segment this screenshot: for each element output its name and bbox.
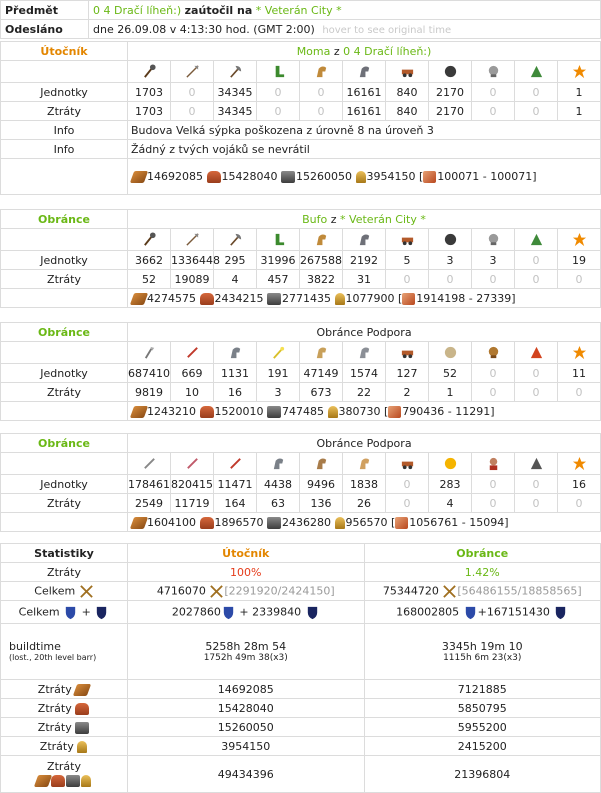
defender2-title: Obránce Podpora: [128, 323, 601, 342]
equites-imperatoris-icon[interactable]: [314, 456, 329, 471]
settler-icon[interactable]: [529, 232, 544, 247]
stats-crop-row: Ztráty 3954150 2415200: [1, 737, 601, 756]
defender3-units-row: Jednotky 178461 820415 11471 4438 9496 1838 0 283 0 0 16: [1, 475, 601, 494]
loss-count: 0: [472, 102, 515, 121]
stats-buildtime-row: buildtime (lost., 20th level barr) 5258h 28m 54 1752h 49m 38(x3) 3345h 19m 10 1115h 6m 23(x3): [1, 624, 601, 680]
bounty-icon: [395, 517, 408, 529]
ram-icon[interactable]: [400, 232, 415, 247]
knight-horse-icon[interactable]: [357, 345, 372, 360]
sent-label: Odesláno: [1, 20, 89, 39]
paladin-icon[interactable]: [314, 64, 329, 79]
bounty-icon: [388, 406, 401, 418]
crop-icon: [328, 406, 338, 418]
loss-count: 840: [386, 102, 429, 121]
defender1-role: Obránce: [1, 210, 128, 229]
paladin-icon[interactable]: [314, 232, 329, 247]
unit-count: 1703: [128, 83, 171, 102]
clay-icon: [75, 703, 89, 715]
loss-count: 2170: [429, 102, 472, 121]
clay-icon: [200, 406, 214, 418]
clay-icon: [200, 517, 214, 529]
sent-value: [89, 20, 601, 39]
from-word: z: [333, 44, 340, 58]
unit-count: 0: [472, 83, 515, 102]
ram-icon[interactable]: [400, 345, 415, 360]
iron-icon: [267, 517, 281, 529]
loss-count: 1: [558, 102, 601, 121]
praetorian-sword-icon[interactable]: [185, 456, 200, 471]
unit-count: 0: [515, 83, 558, 102]
loss-count: 34345: [214, 102, 257, 121]
info-building-damage: Budova Velká sýpka poškozena z úrovně 8 na úroveň 3: [128, 121, 601, 140]
blue-shield-icon: [63, 605, 78, 620]
teutonic-knight-icon[interactable]: [357, 232, 372, 247]
loss-count: 0: [300, 102, 343, 121]
defender-loss-pct: 1.42%: [364, 563, 601, 582]
fire-catapult-icon[interactable]: [443, 456, 458, 471]
defender1-player-link[interactable]: Bufo: [302, 212, 328, 226]
dark-shield-icon: [553, 605, 568, 620]
crop-icon: [81, 775, 91, 787]
iron-icon: [267, 406, 281, 418]
defender2-table: [0, 322, 601, 421]
defender3-losses-row: Ztráty 2549 11719 164 63 136 26 0 4 0 0 0: [1, 494, 601, 513]
crop-icon: [335, 517, 345, 529]
blue-shield-icon: [221, 605, 236, 620]
defender-village-link[interactable]: * Veterán City *: [255, 3, 342, 17]
crop-icon: [335, 293, 345, 305]
crossed-swords-icon: [209, 584, 224, 599]
attacker-losses-row: Ztráty 1703 0 34345 0 0 16161 840 2170 0 0 1: [1, 102, 601, 121]
defender1-table: [0, 209, 601, 308]
defender2-losses-row: Ztráty 9819 10 16 3 673 22 2 1 0 0 0: [1, 383, 601, 402]
iron-icon: [66, 775, 80, 787]
settler-icon[interactable]: [529, 64, 544, 79]
wood-icon: [130, 517, 148, 529]
info-no-return: Žádný z tvých vojáků se nevrátil: [128, 140, 601, 159]
blue-shield-icon: [463, 605, 478, 620]
rider-icon[interactable]: [314, 345, 329, 360]
defender2-resources: 1243210 1520010 747485 380730 [ 790436 - 11291]: [128, 402, 601, 421]
attacker-info-row-1: Info Budova Velká sýpka poškozena z úrovně 8 na úroveň 3: [1, 121, 601, 140]
chief-icon[interactable]: [486, 64, 501, 79]
attacker-units-row: Jednotky 1703 0 34345 0 0 16161 840 2170 0 0 1: [1, 83, 601, 102]
unit-icons-row: [1, 342, 601, 364]
chief-icon[interactable]: [486, 345, 501, 360]
chief-icon[interactable]: [486, 232, 501, 247]
attacker-village-link2[interactable]: 0 4 Dračí líheň:): [343, 44, 432, 58]
unit-count: 16161: [343, 83, 386, 102]
defender3-table: [0, 433, 601, 532]
crop-icon: [77, 741, 87, 753]
stats-col-attacker: Útočník: [128, 544, 365, 563]
defender1-units-row: Jednotky 3662 1336448 295 31996 267588 2192 5 3 3 0 19: [1, 251, 601, 270]
wand-icon[interactable]: [271, 345, 286, 360]
unit-count: 34345: [214, 83, 257, 102]
clay-icon: [207, 171, 221, 183]
bounty-icon: [402, 293, 415, 305]
bounty-icon: [423, 171, 436, 183]
stats-col-defender: Obránce: [364, 544, 601, 563]
unit-count: 840: [386, 83, 429, 102]
catapult-icon[interactable]: [443, 345, 458, 360]
attacker-info-row-2: Info Žádný z tvých vojáků se nevrátil: [1, 140, 601, 159]
unit-count: 1: [558, 83, 601, 102]
loss-count: 1703: [128, 102, 171, 121]
horse-icon[interactable]: [228, 345, 243, 360]
sent-datetime[interactable]: dne 26.09.08 v 4:13:30 hod. (GMT 2:00): [93, 22, 315, 36]
stats-losses-pct-row: Ztráty 100% 1.42%: [1, 563, 601, 582]
loss-count: 0: [171, 102, 214, 121]
axe-icon[interactable]: [228, 232, 243, 247]
senator-icon[interactable]: [486, 456, 501, 471]
catapult-icon[interactable]: [443, 232, 458, 247]
ram-icon[interactable]: [400, 64, 415, 79]
legionnaire-sword-icon[interactable]: [142, 456, 157, 471]
stats-iron-row: Ztráty 15260050 5955200: [1, 718, 601, 737]
iron-icon: [281, 171, 295, 183]
loss-count: 0: [515, 102, 558, 121]
crop-icon: [356, 171, 366, 183]
attacker-loss-pct: 100%: [128, 563, 365, 582]
defender3-role: Obránce: [1, 434, 128, 453]
defender1-village-link[interactable]: * Veterán City *: [340, 212, 426, 226]
equites-caesaris-icon[interactable]: [357, 456, 372, 471]
spear-icon[interactable]: [185, 232, 200, 247]
defender1-resources: 4274575 2434215 2771435 1077900 [ 1914198 - 27339]: [128, 289, 601, 308]
stats-all-resources-row: Ztráty 49434396 21396804: [1, 756, 601, 793]
defender2-resources-row: [1, 402, 601, 421]
club-icon[interactable]: [142, 345, 157, 360]
hero-icon[interactable]: [572, 64, 587, 79]
subject-value: [89, 1, 601, 20]
settler-icon[interactable]: [529, 345, 544, 360]
stats-wood-row: Ztráty 14692085 7121885: [1, 680, 601, 699]
hero-icon[interactable]: [572, 232, 587, 247]
defender3-resources-row: [1, 513, 601, 532]
stats-total-attack-row: Celkem 4716070 [2291920/2424150] 75344720 [56486155/18858565]: [1, 582, 601, 601]
unit-icons-row: [1, 229, 601, 251]
wood-icon: [34, 775, 52, 787]
dark-shield-icon: [94, 605, 109, 620]
defender2-units-row: Jednotky 687410 669 1131 191 47149 1574 127 52 0 0 11: [1, 364, 601, 383]
stats-title: Statistiky: [1, 544, 128, 563]
attacker-resources-row: [1, 159, 601, 195]
subject-label: Předmět: [1, 1, 89, 20]
iron-icon: [75, 722, 89, 734]
stats-clay-row: Ztráty 15428040 5850795: [1, 699, 601, 718]
wood-icon: [130, 406, 148, 418]
unit-count: 2170: [429, 83, 472, 102]
defender3-title: Obránce Podpora: [128, 434, 601, 453]
statistics-table: [0, 543, 601, 793]
ram-icon[interactable]: [400, 456, 415, 471]
mace-icon[interactable]: [142, 232, 157, 247]
unit-count: 0: [300, 83, 343, 102]
defender2-role: Obránce: [1, 323, 128, 342]
sent-hint: hover to see original time: [322, 24, 452, 36]
wood-icon: [130, 293, 148, 305]
wood-icon: [130, 171, 148, 183]
mace-icon[interactable]: [142, 64, 157, 79]
iron-icon: [267, 293, 281, 305]
hero-icon[interactable]: [572, 345, 587, 360]
clay-icon: [51, 775, 65, 787]
catapult-icon[interactable]: [443, 64, 458, 79]
attacker-player-link[interactable]: Moma: [296, 44, 331, 58]
unit-icons-row: [1, 61, 601, 83]
subject-verb: zaútočil na: [184, 3, 253, 17]
axe-icon[interactable]: [228, 64, 243, 79]
stats-total-defense-row: Celkem + 2027860 + 2339840 168002805 +167151430: [1, 601, 601, 624]
equites-legati-icon[interactable]: [271, 456, 286, 471]
loss-count: 16161: [343, 102, 386, 121]
settler-icon[interactable]: [529, 456, 544, 471]
attacker-title: [128, 42, 601, 61]
dark-shield-icon: [305, 605, 320, 620]
spear-icon[interactable]: [185, 64, 200, 79]
unit-count: 0: [171, 83, 214, 102]
attacker-village-link[interactable]: 0 4 Dračí líheň:): [93, 3, 182, 17]
clay-icon: [200, 293, 214, 305]
report-header: [0, 0, 601, 39]
defender1-title: Bufo z * Veterán City *: [128, 210, 601, 229]
unit-count: 0: [257, 83, 300, 102]
crossed-swords-icon: [79, 584, 94, 599]
attacker-resources: 14692085 15428040 15260050 3954150 [ 100071 - 100071]: [128, 159, 601, 195]
defender3-resources: 1604100 1896570 2436280 956570 [ 1056761 - 15094]: [128, 513, 601, 532]
defender1-resources-row: [1, 289, 601, 308]
unit-icons-row: [1, 453, 601, 475]
hero-icon[interactable]: [572, 456, 587, 471]
teutonic-knight-icon[interactable]: [357, 64, 372, 79]
wood-icon: [73, 684, 91, 696]
crossed-swords-icon: [442, 584, 457, 599]
sword-icon[interactable]: [185, 345, 200, 360]
scout-boot-icon[interactable]: [271, 64, 286, 79]
attacker-role: Útočník: [1, 42, 128, 61]
scout-boot-icon[interactable]: [271, 232, 286, 247]
attacker-table: [0, 41, 601, 195]
loss-count: 0: [257, 102, 300, 121]
defender1-losses-row: Ztráty 52 19089 4 457 3822 31 0 0 0 0 0: [1, 270, 601, 289]
imperian-sword-icon[interactable]: [228, 456, 243, 471]
